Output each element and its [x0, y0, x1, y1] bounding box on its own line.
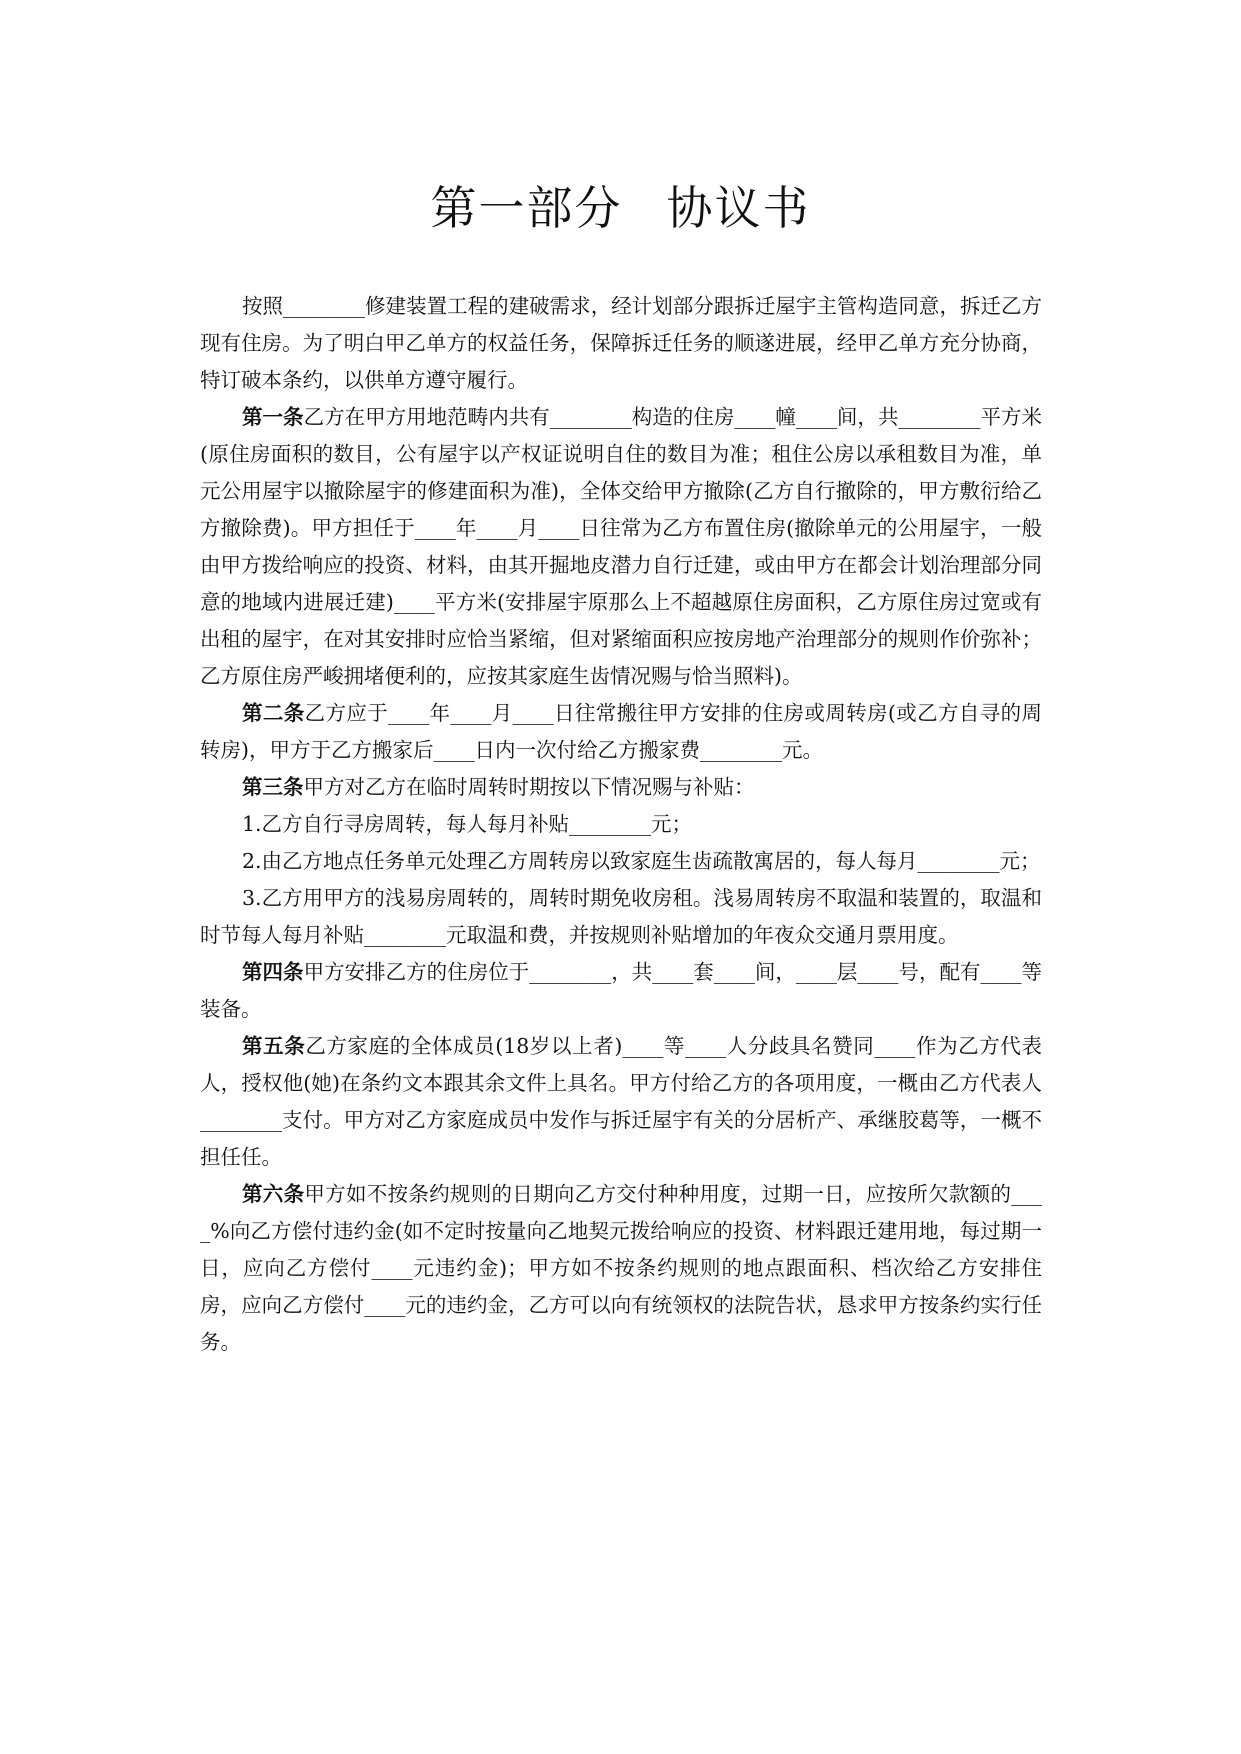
article-3-item-1: 1.乙方自行寻房周转，每人每月补贴________元； [242, 812, 693, 836]
title-name: 协议书 [666, 181, 811, 235]
article-3-item-2: 2.由乙方地点任务单元处理乙方周转房以致家庭生齿疏散寓居的，每人每月________元； [242, 849, 1041, 873]
intro-paragraph: 按照________修建装置工程的建破需求，经计划部分跟拆迁屋宇主管构造同意，拆迁乙方现有住房。为了明白甲乙单方的权益任务，保障拆迁任务的顺遂进展，经甲乙单方充分协商，特订破本条约，以供单方遵守履行。 [200, 294, 1042, 392]
article-2: 第二条乙方应于____年____月____日往常搬往甲方安排的住房或周转房(或乙方自寻的周转房)，甲方于乙方搬家后____日内一次付给乙方搬家费________元。 [200, 701, 1043, 762]
article-label: 第一条 [242, 405, 304, 429]
title-part: 第一部分 [430, 181, 623, 235]
article-label: 第六条 [242, 1182, 305, 1206]
document-body [200, 288, 1042, 1361]
article-4: 第四条甲方安排乙方的住房位于________，共____套____间，____层____号，配有____等装备。 [200, 960, 1043, 1021]
article-label: 第二条 [242, 701, 305, 725]
article-1: 第一条乙方在甲方用地范畴内共有________构造的住房____幢____间，共________平方米(原住房面积的数目，公有屋宇以产权证说明自住的数目为准；租住公房以承租数目为准，单元公用屋宇以撤除屋宇的修建面积为准)，全体交给甲方撤除(乙方自行撤除的，甲方敷衍给乙方撤除费)。甲方担任于____年____月____日往常为乙方布置住房(撤除单元的公用屋宇，一般由甲方拨给响应的投资、材料，由其开掘地皮潜力自行迁建，或由甲方在都会计划治理部分同意的地域内进展迁建)____平方米(安排屋宇原那么上不超越原住房面积，乙方原住房过宽或有出租的屋宇，在对其安排时应恰当紧缩，但对紧缩面积应按房地产治理部分的规则作价弥补；乙方原住房严峻拥堵便利的，应按其家庭生齿情况赐与恰当照料)。 [200, 405, 1043, 688]
article-3-item-3: 3.乙方用甲方的浅易房周转的，周转时期免收房租。浅易周转房不取温和装置的，取温和时节每人每月补贴________元取温和费，并按规则补贴增加的年夜众交通月票用度。 [200, 886, 1042, 947]
article-6: 第六条甲方如不按条约规则的日期向乙方交付种种用度，过期一日，应按所欠款额的____%向乙方偿付违约金(如不定时按量向乙地契元拨给响应的投资、材料跟迁建用地，每过期一日，应向乙方偿付____元违约金)；甲方如不按条约规则的地点跟面积、档次给乙方安排住房，应向乙方偿付____元的违约金，乙方可以向有统领权的法院告状，恳求甲方按条约实行任务。 [200, 1182, 1043, 1354]
article-3: 第三条甲方对乙方在临时周转时期按以下情况赐与补贴： [242, 775, 755, 799]
page-title [0, 178, 1241, 238]
article-label: 第四条 [242, 960, 304, 984]
article-label: 第五条 [242, 1034, 306, 1058]
article-5: 第五条乙方家庭的全体成员(18岁以上者)____等____人分歧具名赞同____作为乙方代表人，授权他(她)在条约文本跟其余文件上具名。甲方付给乙方的各项用度，一概由乙方代表人________支付。甲方对乙方家庭成员中发作与拆迁屋宇有关的分居析产、承继胶葛等，一概不担任任。 [200, 1034, 1042, 1169]
article-label: 第三条 [242, 775, 304, 799]
